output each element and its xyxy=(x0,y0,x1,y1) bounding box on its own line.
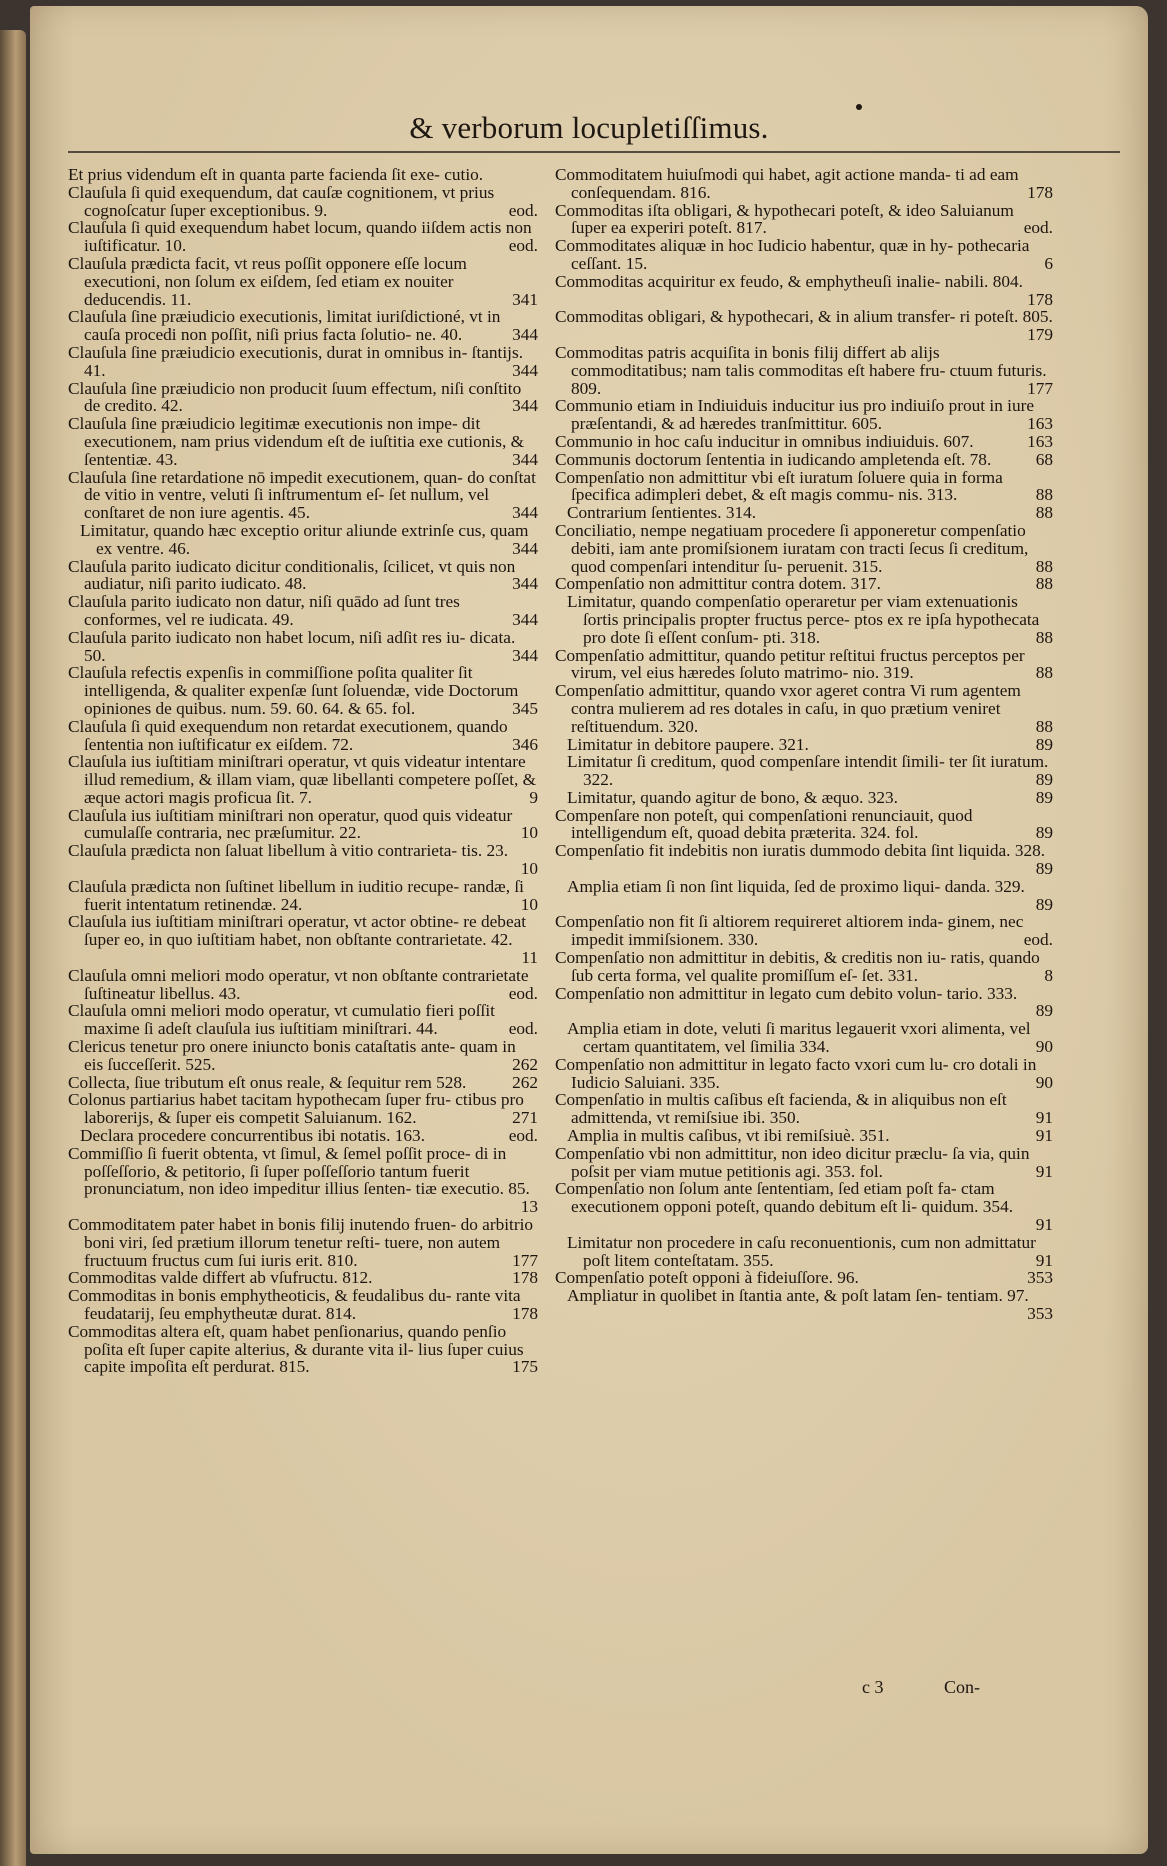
entry-page-ref: eod. xyxy=(508,236,538,256)
entry-page-ref: 344 xyxy=(512,360,538,380)
entry-page-ref: 179 xyxy=(1027,325,1053,345)
entry-text: Clauſula prædicta non ſuſtinet libellum in iuditio recupe- randæ, ſi fuerit intentatum retinendæ. 24. xyxy=(68,876,524,914)
index-entry xyxy=(555,344,1053,397)
index-entry xyxy=(555,433,1053,451)
entry-text: Et prius videndum eſt in quanta parte facienda ſit exe- cutio. xyxy=(68,165,484,184)
index-entry xyxy=(555,1020,1053,1056)
index-entry xyxy=(555,1145,1053,1181)
index-entry xyxy=(555,789,1053,807)
entry-page-ref: 10 xyxy=(520,859,538,879)
entry-text: Conciliatio, nempe negatiuam procedere ſi apponeretur compenſatio debiti, iam ante promiſsionem iuratam con tracti ſecus ſi creditum, quod compenſari intenditur ſu- peruenit. 315. xyxy=(555,520,1029,576)
entry-text: Amplia in multis caſibus, vt ibi remiſsiuè. 351. xyxy=(567,1126,890,1146)
header-rule xyxy=(68,151,1120,153)
entry-page-ref: 91 xyxy=(1035,1161,1053,1181)
index-entry xyxy=(68,1074,538,1092)
index-entry xyxy=(555,913,1053,949)
index-entry xyxy=(68,1002,538,1038)
entry-text: Compenſare non poteſt, qui compenſationi renunciauit, quod intelligendum eſt, quoad debita præterita. 324. fol. xyxy=(555,805,973,843)
entry-text: Collecta, ſiue tributum eſt onus reale, & ſequitur rem 528. xyxy=(68,1072,467,1092)
index-entry xyxy=(68,753,538,806)
entry-text: Clauſula parito iudicato non habet locum, niſi adſit res iu- dicata. 50. xyxy=(68,627,516,665)
entry-text: Clauſula ius iuſtitiam miniſtrari operatur, vt quis videatur intentare illud remedium, & illam viam, quæ libellanti competere poſſet, & æque actori magis proficua ſit. 7. xyxy=(68,752,537,807)
entry-page-ref: 88 xyxy=(1035,485,1053,505)
index-entry xyxy=(555,682,1053,735)
entry-page-ref: 88 xyxy=(1035,627,1053,647)
entry-page-ref: 89 xyxy=(1035,859,1053,879)
index-entry xyxy=(555,647,1053,683)
index-entry xyxy=(68,967,538,1003)
entry-text: Compenſatio non admittitur in legato cum debito volun- tario. 333. xyxy=(555,983,1018,1003)
entry-text: Commoditas patris acquiſita in bonis filij differt ab alijs commoditatibus; nam talis commoditas eſt habere fru- ctuum futuris. 809. xyxy=(555,342,1047,398)
entry-text: Clauſula ſine præiudicio non producit ſuum effectum, niſi conſtito de credito. 42. xyxy=(68,378,522,416)
index-entry xyxy=(68,255,538,308)
entry-text: Clericus tenetur pro onere iniuncto bonis cataſtatis ante- quam in eis ſucceſſerit. 525. xyxy=(68,1037,516,1074)
entry-text: Clauſula refectis expenſis in commiſſione poſita qualiter ſit intelligenda, & qualiter expenſæ ſunt ſoluendæ, vide Doctorum opiniones de quibus. num. 59. 60. 64. & 65. fol. xyxy=(68,663,519,718)
index-entry xyxy=(555,308,1053,344)
index-entry xyxy=(555,522,1053,575)
entry-text: Limitatur, quando hæc exceptio oritur aliunde extrinſe cus, quam ex ventre. 46. xyxy=(80,520,529,558)
entry-page-ref: 353 xyxy=(1027,1268,1053,1288)
entry-page-ref: 178 xyxy=(1027,289,1053,309)
catchword: Con- xyxy=(944,1677,980,1697)
entry-page-ref: 344 xyxy=(512,449,538,469)
entry-text: Compenſatio fit indebitis non iuratis dummodo debita ſint liquida. 328. xyxy=(555,841,1046,861)
entry-text: Clauſula ſine retardatione nō impedit executionem, quan- do conſtat de vitio in ventre, veluti ſi inſtrumentum eſ- ſet nullum, vel conſtaret de non iure agentis. 45. xyxy=(68,467,536,523)
index-entry xyxy=(68,308,538,344)
index-entry xyxy=(555,1180,1053,1233)
entry-text: Communio in hoc caſu inducitur in omnibus indiuiduis. 607. xyxy=(555,431,974,451)
entry-text: Clauſula ſine præiudicio executionis, durat in omnibus in- ſtantijs. 41. xyxy=(68,342,524,380)
index-entry xyxy=(555,1287,1053,1323)
entry-page-ref: eod. xyxy=(508,200,538,220)
entry-page-ref: 11 xyxy=(521,948,538,968)
entry-text: Compenſatio poteſt opponi à fideiuſſore. 96. xyxy=(555,1268,859,1288)
entry-page-ref: 88 xyxy=(1035,503,1053,523)
entry-text: Clauſula ſi quid exequendum habet locum, quando iiſdem actis non iuſtificatur. 10. xyxy=(68,218,532,256)
entry-text: Commoditas acquiritur ex feudo, & emphytheuſi inalie- nabili. 804. xyxy=(555,271,1023,291)
entry-page-ref: 89 xyxy=(1035,1001,1053,1021)
entry-page-ref: 271 xyxy=(512,1108,538,1128)
index-entry xyxy=(555,753,1053,789)
entry-text: Compenſatio vbi non admittitur, non ideo dicitur præclu- ſa via, quin poſsit per viam mutue petitionis agi. 353. fol. xyxy=(555,1143,1030,1181)
index-entry xyxy=(68,1127,538,1145)
entry-text: Commoditas iſta obligari, & hypothecari poteſt, & ideo Saluianum ſuper ea experiri poteſt. 817. xyxy=(555,200,1014,238)
entry-page-ref: 8 xyxy=(1044,965,1053,985)
entry-text: Communio etiam in Indiuiduis inducitur ius pro indiuiſo prout in iure præſentandi, & ad hæredes tranſmittitur. 605. xyxy=(555,396,1035,434)
index-entry xyxy=(555,469,1053,505)
entry-text: Contrarium ſentientes. 314. xyxy=(567,503,757,523)
adjacent-page-edge xyxy=(0,30,26,1866)
entry-page-ref: eod. xyxy=(1023,218,1053,238)
index-entry xyxy=(68,1269,538,1287)
entry-page-ref: 89 xyxy=(1035,894,1053,914)
index-entry xyxy=(555,593,1053,646)
entry-page-ref: 175 xyxy=(512,1357,538,1377)
entry-page-ref: 90 xyxy=(1035,1037,1053,1057)
index-entry xyxy=(68,842,538,878)
entry-page-ref: 163 xyxy=(1027,431,1053,451)
page-footer xyxy=(30,1677,1148,1701)
entry-text: Clauſula omni meliori modo operatur, vt non obſtante contrarietate ſuſtineatur libellus. 43. xyxy=(68,965,529,1003)
entry-page-ref: 91 xyxy=(1035,1108,1053,1128)
index-entry xyxy=(68,1038,538,1074)
entry-text: Clauſula ſine præiudicio executionis, limitat iuriſdictioné, vt in cauſa procedi non poſſit, niſi prius facta ſolutio- ne. 40. xyxy=(68,307,501,345)
entry-page-ref: 344 xyxy=(512,645,538,665)
index-entry xyxy=(68,718,538,754)
entry-page-ref: 344 xyxy=(512,574,538,594)
index-entry xyxy=(555,397,1053,433)
index-entry xyxy=(555,202,1053,238)
entry-text: Compenſatio admittitur, quando petitur reſtitui fructus perceptos per virum, vel eius hæredes ſoluto matrimo- nio. 319. xyxy=(555,645,1025,683)
entry-text: Commoditates aliquæ in hoc Iudicio habentur, quæ in hy- pothecaria ceſſant. 15. xyxy=(555,236,1030,273)
index-entry xyxy=(68,593,538,629)
entry-text: Commoditatem huiuſmodi qui habet, agit actione manda- ti ad eam conſequendam. 816. xyxy=(555,165,1019,202)
entry-text: Limitatur in debitore paupere. 321. xyxy=(567,734,809,754)
entry-page-ref: eod. xyxy=(508,1126,538,1146)
entry-page-ref: 344 xyxy=(512,325,538,345)
entry-page-ref: 13 xyxy=(520,1197,538,1217)
entry-page-ref: 9 xyxy=(529,787,538,807)
entry-page-ref: 346 xyxy=(512,734,538,754)
entry-page-ref: 353 xyxy=(1027,1304,1053,1323)
entry-page-ref: 341 xyxy=(512,289,538,309)
index-entry xyxy=(68,1216,538,1269)
running-header: & verborum locupletiſſimus. xyxy=(409,110,769,145)
entry-text: Compenſatio non admittitur in debitis, & creditis non iu- ratis, quando ſub certa forma, vel qualite promiſſum eſ- ſet. 331. xyxy=(555,948,1040,985)
index-entry xyxy=(68,1323,538,1376)
index-entry xyxy=(555,273,1053,309)
entry-page-ref: eod. xyxy=(508,1019,538,1039)
entry-page-ref: 262 xyxy=(512,1072,538,1092)
entry-text: Compenſatio admittitur, quando vxor ageret contra Vi rum agentem contra mulierem ad res dotales in caſu, in quo prætium veniret reſtituendum. 320. xyxy=(555,681,1021,736)
signature-mark: c 3 xyxy=(862,1677,884,1697)
index-entry xyxy=(555,736,1053,754)
index-column-left xyxy=(68,166,538,1376)
entry-page-ref: 178 xyxy=(1027,182,1053,202)
entry-page-ref: 91 xyxy=(1035,1215,1053,1235)
entry-text: Commiſſio ſi fuerit obtenta, vt ſimul, & ſemel poſſit proce- di in poſſeſſorio, & petitorio, ſi ſuper poſſeſſorio tantum fuerit pronunciatum, non ideo impeditur illius ſenten- tiæ executio. 85. xyxy=(68,1143,530,1199)
entry-text: Clauſula ius iuſtitiam miniſtrari non operatur, quod quis videatur cumulaſſe contraria, nec præſumitur. 22. xyxy=(68,805,513,843)
index-entry xyxy=(555,1127,1053,1145)
entry-text: Clauſula parito iudicato non datur, niſi quādo ad ſunt tres conformes, vel re iudicata. 49. xyxy=(68,592,460,629)
entry-page-ref: 178 xyxy=(512,1268,538,1288)
index-entry xyxy=(555,985,1053,1021)
index-entry xyxy=(555,1269,1053,1287)
index-entry xyxy=(68,344,538,380)
entry-text: Compenſatio non fit ſi altiorem requireret altiorem inda- ginem, nec impedit immiſsionem. 330. xyxy=(555,912,1024,950)
entry-page-ref: 88 xyxy=(1035,574,1053,594)
entry-text: Clauſula ſi quid exequendum non retardat executionem, quando ſententia non iuſtificatur ex eiſdem. 72. xyxy=(68,716,508,754)
entry-text: Compenſatio in multis caſibus eſt facienda, & in aliquibus non eſt admittenda, vt remiſsiue ibi. 350. xyxy=(555,1090,1007,1128)
entry-text: Limitatur ſi creditum, quod compenſare intendit ſimili- ter ſit iuratum. 322. xyxy=(567,752,1049,790)
entry-page-ref: 90 xyxy=(1035,1072,1053,1092)
index-entry xyxy=(68,664,538,717)
entry-page-ref: 89 xyxy=(1035,734,1053,754)
entry-page-ref: 88 xyxy=(1035,716,1053,736)
entry-text: Clauſula parito iudicato dicitur conditionalis, ſcilicet, vt quis non audiatur, niſi parito iudicato. 48. xyxy=(68,556,516,594)
index-entry xyxy=(68,1091,538,1127)
entry-page-ref: 344 xyxy=(512,503,538,523)
index-entry xyxy=(68,380,538,416)
entry-text: Commoditatem pater habet in bonis filij inutendo fruen- do arbitrio boni viri, ſed prætium illorum tenetur reſti- tuere, non autem fructuum fructus cum ſui iuris erit. 810. xyxy=(68,1215,534,1270)
entry-page-ref: 89 xyxy=(1035,770,1053,790)
index-column-right xyxy=(555,166,1053,1323)
index-entry xyxy=(555,504,1053,522)
entry-page-ref: 6 xyxy=(1044,253,1053,273)
index-entry xyxy=(68,913,538,966)
index-entry xyxy=(68,522,538,558)
entry-text: Compenſatio non admittitur in legato facto vxori cum lu- cro dotali in Iudicio Saluiani. 335. xyxy=(555,1054,1037,1092)
entry-page-ref: 89 xyxy=(1035,787,1053,807)
entry-text: Amplia etiam ſi non ſint liquida, ſed de proximo liqui- danda. 329. xyxy=(567,876,1025,896)
index-entry xyxy=(555,237,1053,273)
entry-text: Clauſula ſi quid exequendum, dat cauſæ cognitionem, vt prius cognoſcatur ſuper exceptionibus. 9. xyxy=(68,182,495,220)
index-entry xyxy=(555,878,1053,914)
entry-page-ref: 91 xyxy=(1035,1126,1053,1146)
index-entry xyxy=(68,415,538,468)
entry-text: Commoditas altera eſt, quam habet penſionarius, quando penſio poſita eſt ſuper capite alterius, & durante vita il- lius ſuper cuius capite impoſita eſt perdurat. 815. xyxy=(68,1321,524,1377)
entry-page-ref: 344 xyxy=(512,538,538,558)
entry-page-ref: eod. xyxy=(508,983,538,1003)
index-entry xyxy=(68,807,538,843)
entry-text: Commoditas valde differt ab vſufructu. 812. xyxy=(68,1268,373,1288)
entry-page-ref: 344 xyxy=(512,396,538,416)
index-entry xyxy=(68,219,538,255)
entry-text: Clauſula prædicta facit, vt reus poſſit opponere eſſe locum executioni, non ſolum ex eiſdem, ſed etiam ex nouiter deducendis. 11. xyxy=(68,253,467,309)
entry-page-ref: 177 xyxy=(512,1250,538,1270)
index-entry xyxy=(555,1234,1053,1270)
index-entry xyxy=(68,1145,538,1216)
index-entry xyxy=(555,949,1053,985)
entry-page-ref: eod. xyxy=(1023,930,1053,950)
entry-page-ref: 163 xyxy=(1027,414,1053,434)
entry-page-ref: 178 xyxy=(512,1304,538,1323)
index-entry xyxy=(68,629,538,665)
index-entry xyxy=(68,558,538,594)
index-entry xyxy=(555,1056,1053,1092)
index-entry xyxy=(555,166,1053,202)
entry-page-ref: 88 xyxy=(1035,663,1053,683)
entry-text: Declara procedere concurrentibus ibi notatis. 163. xyxy=(80,1126,426,1146)
entry-page-ref: 91 xyxy=(1035,1250,1053,1270)
index-entry xyxy=(555,575,1053,593)
entry-text: Compenſatio non admittitur vbi eſt iuratum ſoluere quia in forma ſpecifica adimpleri debet, & eſt magis commu- nis. 313. xyxy=(555,467,1003,505)
entry-text: Limitatur non procedere in caſu reconuentionis, cum non admittatur poſt litem conteſtatam. 355. xyxy=(567,1232,1036,1270)
index-entry xyxy=(555,842,1053,878)
index-entry xyxy=(555,451,1053,469)
entry-text: Compenſatio non ſolum ante ſententiam, ſed etiam poſt fa- ctam executionem opponi poteſt, quando debitum eſt li- quidum. 354. xyxy=(555,1179,1014,1217)
entry-text: Clauſula prædicta non ſaluat libellum à vitio contrarieta- tis. 23. xyxy=(68,841,509,861)
entry-page-ref: 89 xyxy=(1035,823,1053,843)
entry-page-ref: 262 xyxy=(512,1054,538,1074)
entry-text: Commoditas in bonis emphytheoticis, & feudalibus du- rante vita feudatarij, ſeu emphytheutæ durat. 814. xyxy=(68,1286,521,1323)
entry-page-ref: 10 xyxy=(520,894,538,914)
entry-text: Limitatur, quando agitur de bono, & æquo. 323. xyxy=(567,787,898,807)
entry-text: Compenſatio non admittitur contra dotem. 317. xyxy=(555,574,881,594)
entry-page-ref: 10 xyxy=(520,823,538,843)
index-entry xyxy=(555,807,1053,843)
index-entry xyxy=(68,1287,538,1323)
entry-text: Clauſula ſine præiudicio legitimæ executionis non impe- dit executionem, nam prius videndum eſt de iuſtitia exe cutionis, & ſententiæ. 43. xyxy=(68,414,525,469)
entry-text: Clauſula omni meliori modo operatur, vt cumulatio fieri poſſit maxime ſi adeſt clauſula ius iuſtitiam miniſtrari. 44. xyxy=(68,1001,495,1039)
entry-text: Colonus partiarius habet tacitam hypothecam ſuper fru- ctibus pro laborerijs, & ſuper eis competit Saluianum. 162. xyxy=(68,1090,524,1128)
entry-page-ref: 68 xyxy=(1035,449,1053,469)
index-entry xyxy=(68,469,538,522)
index-entry xyxy=(68,878,538,914)
entry-text: Communis doctorum ſententia in iudicando ampletenda eſt. 78. xyxy=(555,449,992,469)
index-entry xyxy=(555,1091,1053,1127)
entry-page-ref: 344 xyxy=(512,609,538,629)
index-entry xyxy=(68,166,538,184)
entry-text: Ampliatur in quolibet in ſtantia ante, & poſt latam ſen- tentiam. 97. xyxy=(567,1286,1029,1306)
entry-text: Commoditas obligari, & hypothecari, & in alium transfer- ri poteſt. 805. xyxy=(555,307,1053,327)
index-entry xyxy=(68,184,538,220)
entry-text: Amplia etiam in dote, veluti ſi maritus legauerit vxori alimenta, vel certam quantitatem, vel ſimilia 334. xyxy=(567,1019,1031,1057)
entry-page-ref: 177 xyxy=(1027,378,1053,398)
entry-page-ref: 88 xyxy=(1035,556,1053,576)
book-page xyxy=(30,6,1148,1854)
entry-text: Clauſula ius iuſtitiam miniſtrari operatur, vt actor obtine- re debeat ſuper eo, in quo iuſtitiam habet, non obſtante contrarietate. 42. xyxy=(68,912,527,950)
entry-page-ref: 345 xyxy=(512,698,538,718)
entry-text: Limitatur, quando compenſatio operaretur per viam extenuationis ſortis principalis propter fructus perce- ptos ex re ipſa hypothecata pro dote ſi eſſent conſum- pti. 318. xyxy=(567,592,1040,647)
